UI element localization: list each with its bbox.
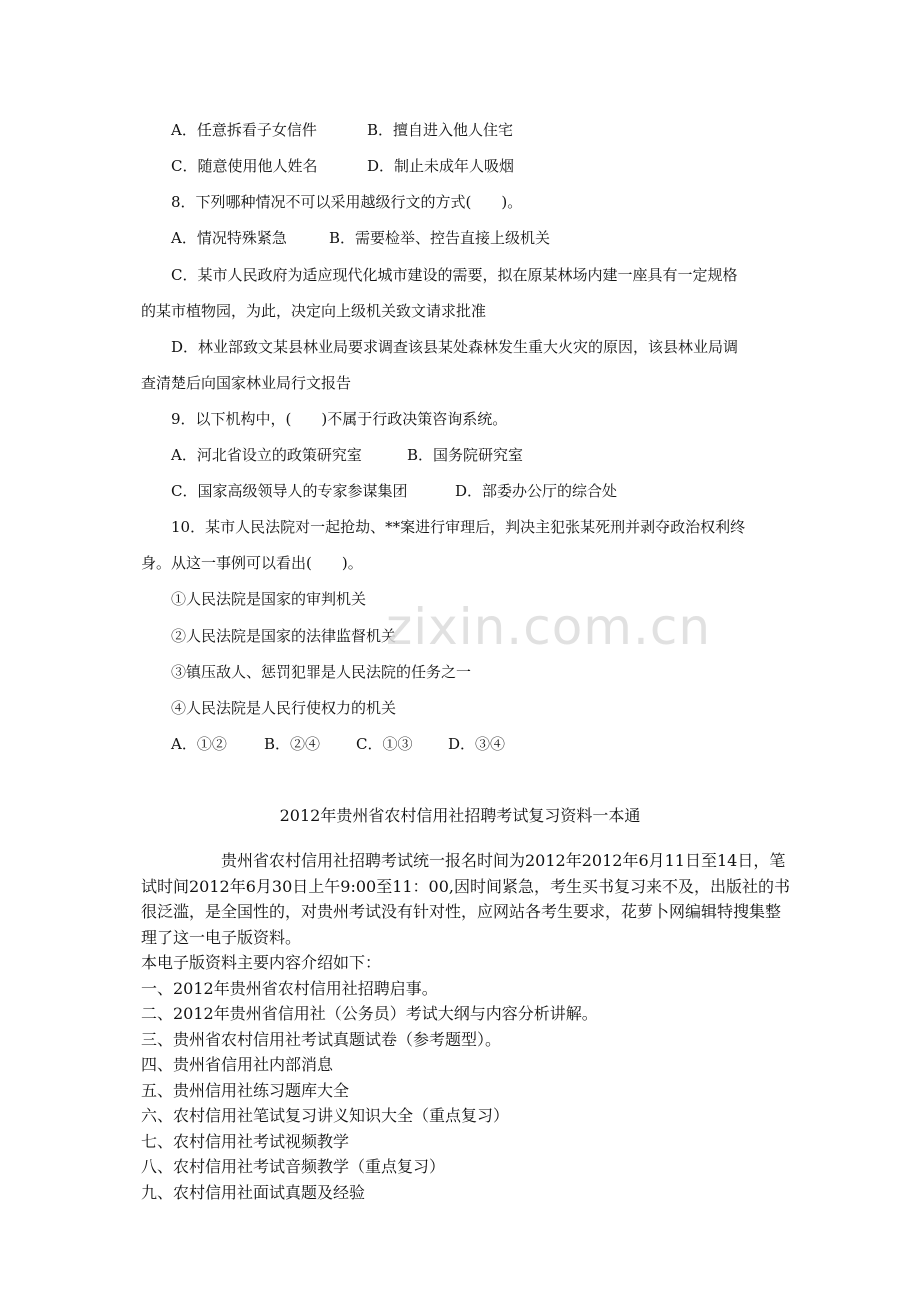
q7-option-a: A．任意拆看子女信件: [171, 121, 317, 139]
q8-option-d-line-1: D．林业部致文某县林业局要求调查该县某处森林发生重大火灾的原因，该县林业局调: [171, 338, 739, 356]
q10-stem-line-2: 身。从这一事例可以看出( )。: [141, 554, 363, 572]
list-item: 九、农村信用社面试真题及经验: [141, 1182, 366, 1202]
q7-options-row-2: [141, 148, 811, 184]
q9-option-d: D．部委办公厅的综合处: [455, 482, 618, 500]
q8-option-b: B．需要检举、控告直接上级机关: [329, 229, 551, 247]
q8-option-a: A．情况特殊紧急: [171, 229, 287, 247]
list-item: 七、农村信用社考试视频教学: [141, 1131, 350, 1151]
q10-item-3: ③镇压敌人、惩罚犯罪是人民法院的任务之一: [171, 663, 472, 681]
q8-option-c-line-2: 的某市植物园，为此，决定向上级机关致文请求批准: [141, 302, 487, 320]
list-item: 五、贵州信用社练习题库大全: [141, 1080, 350, 1100]
q10-option-d: D．③④: [448, 735, 506, 753]
list-heading: 本电子版资料主要内容介绍如下：: [141, 953, 382, 972]
q10-option-b: B．②④: [264, 735, 321, 753]
intro-paragraph: 贵州省农村信用社招聘考试统一报名时间为2012年2012年6月11日至14日，笔试时间2012年6月30日上午9:00至11：00,因时间紧急，考生买书复习来不及，出版社的书很泛滥，是全国性的，对贵州考试没有针对性，应网站各考生要求，花萝卜网编辑特搜集整理了这一电子版资料。: [141, 851, 790, 947]
q7-option-d: D．制止未成年人吸烟: [367, 157, 515, 175]
q9-options-row-2: [141, 473, 811, 509]
q7-option-c: C．随意使用他人姓名: [171, 157, 318, 175]
q8-stem: 8．下列哪种情况不可以采用越级行文的方式( )。: [171, 193, 523, 211]
q9-option-c: C．国家高级领导人的专家参谋集团: [171, 482, 408, 500]
q8-option-d-line-2: 查清楚后向国家林业局行文报告: [141, 374, 352, 392]
q10-item-4: ④人民法院是人民行使权力的机关: [171, 699, 397, 717]
q8-option-c-line-1: C．某市人民政府为适应现代化城市建设的需要，拟在原某林场内建一座具有一定规格: [171, 266, 738, 284]
list-item: 八、农村信用社考试音频教学（重点复习）: [141, 1157, 446, 1176]
q9-option-b: B．国务院研究室: [407, 446, 524, 464]
q9-options-row-1: [141, 437, 811, 473]
q10-stem-line-1: 10．某市人民法院对一起抢劫、**案进行审理后，判决主犯张某死刑并剥夺政治权利终: [171, 518, 746, 536]
q10-item-1: ①人民法院是国家的审判机关: [171, 590, 367, 608]
q8-options-row-1: [141, 220, 811, 256]
q7-options-row-1: [141, 112, 811, 148]
q9-option-a: A．河北省设立的政策研究室: [171, 446, 362, 464]
q10-option-c: C．①③: [356, 735, 413, 753]
list-item: 二、2012年贵州省信用社（公务员）考试大纲与内容分析讲解。: [141, 1004, 598, 1023]
q9-stem: 9．以下机构中，( )不属于行政决策咨询系统。: [171, 410, 508, 428]
q10-options-row: [141, 726, 811, 762]
list-item: 六、农村信用社笔试复习讲义知识大全（重点复习）: [141, 1106, 510, 1125]
q10-option-a: A．①②: [171, 735, 227, 753]
section-title: 2012年贵州省农村信用社招聘考试复习资料一本通: [279, 806, 641, 825]
list-item: 三、贵州省农村信用社考试真题试卷（参考题型）。: [141, 1029, 502, 1049]
q7-option-b: B．擅自进入他人住宅: [367, 121, 514, 139]
list-item: 四、贵州省信用社内部消息: [141, 1055, 334, 1074]
q10-item-2: ②人民法院是国家的法律监督机关: [171, 627, 397, 645]
section-body: [141, 848, 791, 1205]
list-item: 一、2012年贵州省农村信用社招聘启事。: [141, 978, 438, 998]
watermark: zixin.com.cn: [386, 598, 712, 656]
